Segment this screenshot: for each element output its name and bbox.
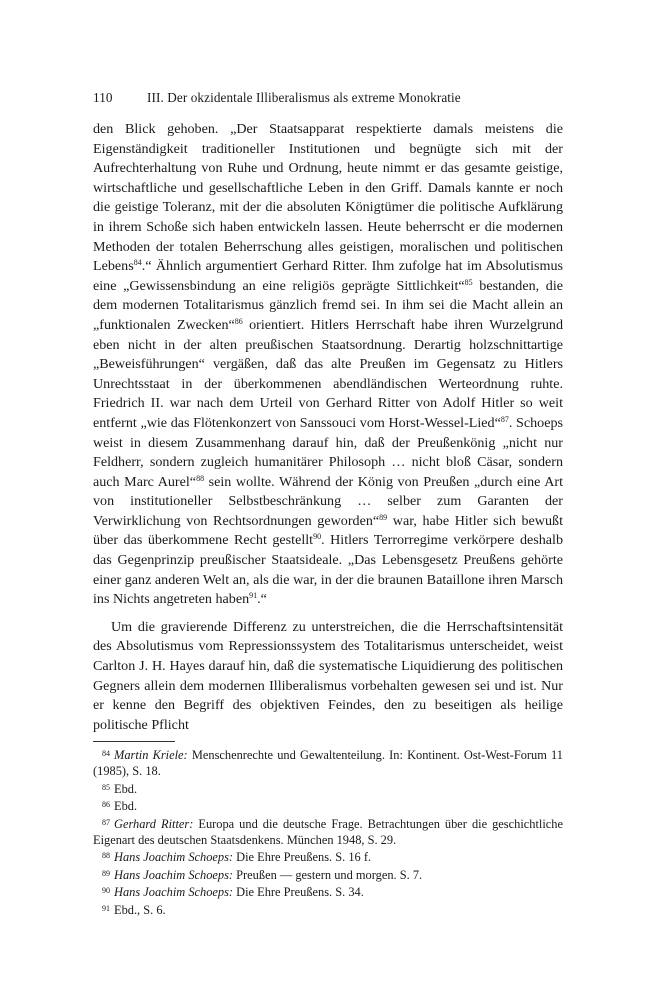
footnote-number: 91: [102, 903, 110, 913]
footnote-separator: [93, 741, 175, 742]
text-segment: .“ Ähnlich argumentiert Gerhard Ritter. Ihm zufolge hat im Absolutismus eine „Gewissensbindung an eine religiös geprägte Sittlichkeit“: [93, 258, 563, 294]
footnote-text: Ebd.: [114, 781, 138, 796]
footnote-author: Hans Joachim Schoeps:: [114, 850, 234, 865]
footnote-91: [93, 901, 563, 918]
footnote-author: Gerhard Ritter:: [114, 816, 194, 831]
running-title: III. Der okzidentale Illiberalismus als extreme Monokratie: [147, 90, 461, 105]
footnote-text: Ebd.: [114, 799, 138, 814]
footnote-text: Die Ehre Preußens. S. 16 f.: [233, 850, 372, 865]
footnote-text: Menschenrechte und Gewaltenteilung. In: Kontinent. Ost-West-Forum 11 (1985), S. 18.: [93, 748, 563, 779]
text-segment: war, habe Hitler sich bewußt über das überkommene Recht gestellt: [93, 512, 563, 549]
footnote-ref-90[interactable]: 90: [313, 532, 322, 542]
footnote-85: [93, 780, 563, 797]
footnote-88: [93, 848, 563, 865]
footnote-text: Europa und die deutsche Frage. Betrachtungen über die geschichtliche Eigenart des deutschen Staatsdenkens. München 1948, S. 29.: [93, 816, 563, 848]
footnote-number: 84: [102, 749, 110, 758]
text-segment: den Blick gehoben. „Der Staatsapparat respektierte damals meistens die Eigenständigkeit traditioneller Institutionen und begnügte sich mit der Aufrechterhaltung von Ruhe und Ordnung, heute nimmt er das gesamte geistige, wirtschaftliche und gesellschaftliche Leben in den Griff. Damals kannte er noch die geistige Toleranz, mit der die absoluten Königtümer die politische Aufklärung in ihrem Schoße sich haben entwickeln lassen. Heute beherrscht er die modernen Methoden der totalen Beherrschung alles geistigen, moralischen und politischen Lebens: [93, 121, 563, 275]
text-segment: . Hitlers Terrorregime verkörpere deshalb das Gegenprinzip preußischer Staatsideale. „Das Lebensgesetz Preußens gehörte einer ganz anderen Welt an, als die war, in der die braunen Bataillone ihren Marsch ins Nichts angetreten haben: [93, 532, 563, 608]
footnote-number: 89: [102, 868, 110, 878]
footnote-ref-88[interactable]: 88: [196, 473, 205, 483]
footnote-ref-87[interactable]: 87: [500, 414, 509, 424]
footnote-text: Preußen — gestern und morgen. S. 7.: [233, 867, 423, 882]
main-text: [93, 120, 563, 735]
footnotes: [93, 746, 563, 918]
footnote-text: Die Ehre Preußens. S. 34.: [233, 885, 364, 900]
page-number: 110: [93, 90, 113, 105]
footnote-author: Martin Kriele:: [114, 748, 188, 762]
footnote-author: Hans Joachim Schoeps:: [114, 867, 234, 882]
footnote-author: Hans Joachim Schoeps:: [114, 885, 234, 900]
footnote-ref-85[interactable]: 85: [464, 277, 473, 287]
footnote-number: 88: [102, 851, 110, 861]
text-segment: sein wollte. Während der König von Preußen „durch eine Art von institutioneller Selbstbeschränkung … selber zum Garanten der Verwirklichung von Rechtsordnungen geworden“: [93, 473, 563, 529]
footnote-89: [93, 866, 563, 883]
footnote-ref-91[interactable]: 91: [249, 591, 258, 601]
text-segment: bestanden, die dem modernen Totalitarismus gänzlich fremd sei. In ihm sei die Macht allein an „funktionalen Zwecken“: [93, 277, 563, 333]
text-segment: . Schoeps weist in diesem Zusammenhang darauf hin, daß der Preußenkönig „nicht nur Feldherr, sondern zugleich humanitärer Philosoph … nicht bloß Cäsar, sondern auch Marc Aurel“: [93, 414, 563, 490]
footnote-ref-89[interactable]: 89: [379, 512, 388, 522]
footnote-86: [93, 797, 563, 814]
footnote-ref-84[interactable]: 84: [133, 258, 142, 268]
footnote-text: Ebd., S. 6.: [114, 902, 166, 917]
footnote-84: [93, 746, 563, 780]
footnote-number: 85: [102, 782, 110, 792]
footnote-87: [93, 815, 563, 849]
running-header: [93, 90, 563, 106]
text-segment: orientiert. Hitlers Herrschaft habe ihren Wurzelgrund eben nicht in der alten preußischen Staatsordnung. Derartig holzschnittartige „Beweisführungen“ vergäßen, daß das alte Preußen im Gegensatz zu Hitlers Unrechtsstaat in der überkommenen abendländischen Werteordnung ruhte. Friedrich II. war nach dem Urteil von Gerhard Ritter von Adolf Hitler so weit entfernt „wie das Flötenkonzert von Sanssouci vom Horst-Wessel-Lied“: [93, 316, 563, 431]
footnote-number: 87: [102, 817, 110, 827]
footnote-number: 90: [102, 886, 110, 896]
text-segment: .“: [257, 591, 267, 608]
footnote-number: 86: [102, 800, 110, 810]
paragraph-2: Um die gravierende Differenz zu unterstreichen, die die Herrschaftsintensität des Absolutismus vom Repressionssystem des Totalitarismus unterscheidet, weist Carlton J. H. Hayes darauf hin, daß die systematische Liquidierung des politischen Gegners allein dem modernen Illiberalismus vorbehalten gewesen sei und ist. Nur er kenne den Begriff des objektiven Feindes, den zu beseitigen als heilige politische Pflicht: [93, 618, 563, 733]
footnote-90: [93, 883, 563, 900]
footnote-ref-86[interactable]: 86: [234, 316, 243, 326]
paragraph-1: [93, 120, 563, 610]
